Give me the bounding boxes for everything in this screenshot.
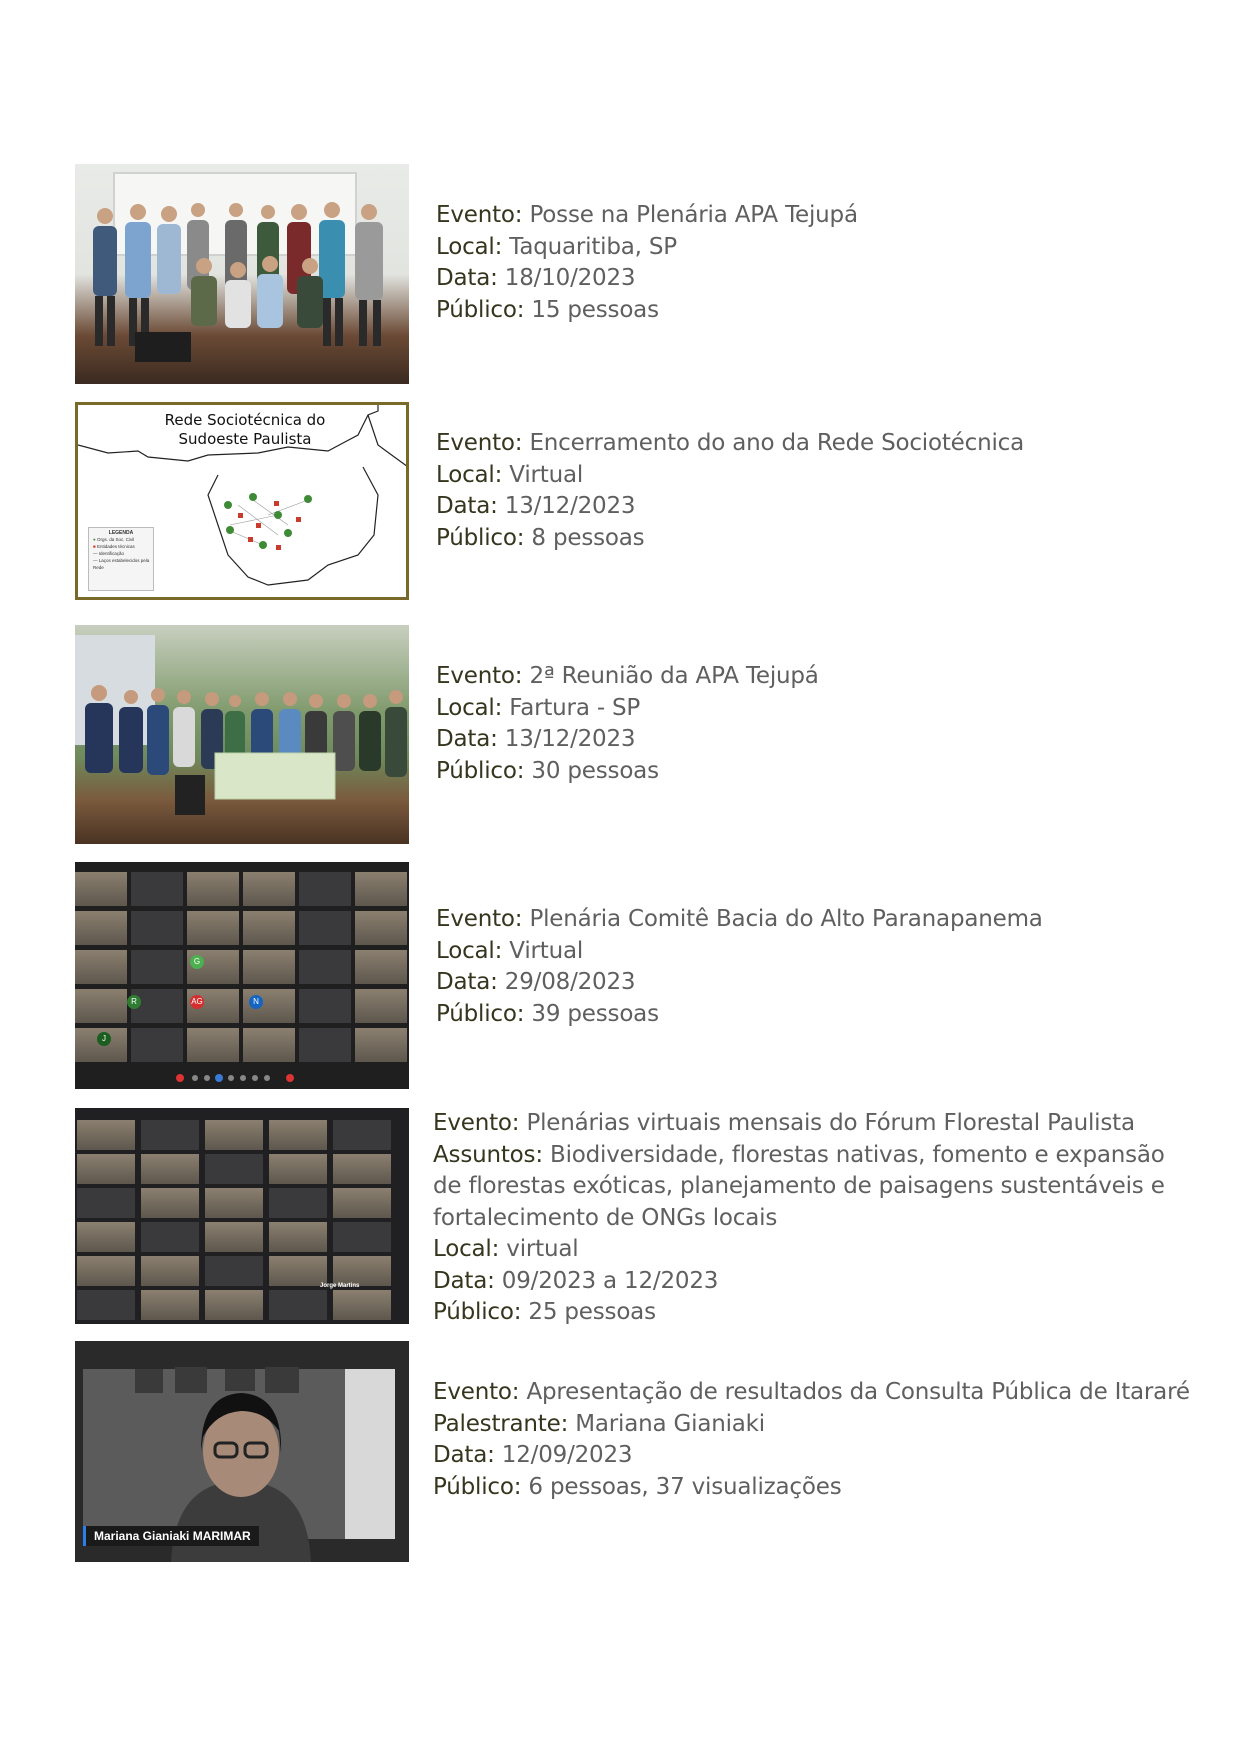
map-title: Rede Sociotécnica do Sudoeste Paulista [164,411,326,448]
video-tile [355,989,407,1023]
video-call-grid-icon [75,862,409,1089]
avatar: G [190,955,204,969]
video-tile [131,872,183,906]
call-controls [175,1070,295,1080]
video-tile [205,1256,263,1286]
video-tile [243,1028,295,1062]
people-group-icon [75,164,409,384]
video-tile [243,950,295,984]
group-photo-icon [75,164,409,384]
event-line: Público: 8 pessoas [436,524,645,551]
video-tile [187,872,239,906]
video-tile [269,1188,327,1218]
video-tile [355,950,407,984]
network-map-icon [75,402,409,600]
event-line: Local: Fartura - SP [436,694,641,721]
video-tile [77,1222,135,1252]
video-tile [131,950,183,984]
video-tile [141,1256,199,1286]
video-tile [333,1222,391,1252]
video-tile [77,1188,135,1218]
avatar: AG [190,995,204,1009]
video-tile [299,1028,351,1062]
video-tile [333,1290,391,1320]
event-line: Data: 09/2023 a 12/2023 [433,1267,719,1294]
video-tile [333,1256,391,1286]
event-line: Evento: Plenária Comitê Bacia do Alto Paranapanema [436,906,1043,932]
avatar: N [249,995,263,1009]
video-tile [141,1120,199,1150]
event-info-4 [436,904,1043,1030]
tile-label: Jorge Martins [320,1283,360,1289]
event-line: Evento: Plenárias virtuais mensais do Fórum Florestal Paulista [433,1110,1135,1136]
event-info-3 [436,661,819,787]
event-line: Local: Virtual [436,461,584,488]
people-group-icon [75,625,409,844]
video-tile [299,872,351,906]
video-tile [77,1154,135,1184]
event-line: Público: 6 pessoas, 37 visualizações [433,1473,842,1500]
event-line: Data: 18/10/2023 [436,265,636,291]
map-legend: LEGENDA ● Orgs. da Soc. Civil ■ Entidades técnicas — Identificação — Laços estabelecidos pela Rede [88,527,154,591]
event-info-2 [436,428,1024,554]
video-tile [205,1154,263,1184]
video-tile [243,872,295,906]
video-tile [77,1120,135,1150]
video-tile [269,1120,327,1150]
avatar: J [97,1032,111,1046]
avatar: R [127,995,141,1009]
video-tile [141,1290,199,1320]
event-line: Data: 29/08/2023 [436,969,636,995]
event-line: Data: 13/12/2023 [436,726,636,752]
video-tile [355,872,407,906]
video-tile [141,1222,199,1252]
video-tile [299,989,351,1023]
video-tile [77,1290,135,1320]
video-tile [75,872,127,906]
event-line: fortalecimento de ONGs locais [433,1204,778,1231]
event-line: Público: 25 pessoas [433,1299,656,1325]
video-tile [75,950,127,984]
video-tile [75,989,127,1023]
video-tile [131,911,183,945]
video-tile [269,1290,327,1320]
video-tile [141,1154,199,1184]
event-line: Público: 39 pessoas [436,1000,659,1027]
video-tile [269,1154,327,1184]
video-tile [333,1120,391,1150]
speaker-name-tag: Mariana Gianiaki MARIMAR [83,1526,259,1546]
video-tile [205,1222,263,1252]
video-tile [333,1188,391,1218]
legend-item: ■ Entidades técnicas [93,544,135,549]
video-tile [205,1290,263,1320]
event-line: Evento: Apresentação de resultados da Consulta Pública de Itararé [433,1379,1190,1405]
event-line: Evento: Encerramento do ano da Rede Sociotécnica [436,430,1024,456]
video-tile [187,1028,239,1062]
video-tile [333,1154,391,1184]
video-tile [141,1188,199,1218]
video-tile [269,1222,327,1252]
video-tile [269,1256,327,1286]
event-line: Evento: 2ª Reunião da APA Tejupá [436,663,819,689]
event-line: de florestas exóticas, planejamento de paisagens sustentáveis e [433,1173,1165,1199]
video-tile [355,911,407,945]
video-tile [75,911,127,945]
webcam-speaker-icon [75,1341,409,1562]
legend-item: ● Orgs. da Soc. Civil [93,537,135,542]
event-line: Local: Taquaritiba, SP [436,233,677,260]
video-tile [355,1028,407,1062]
event-line: Assuntos: Biodiversidade, florestas nativas, fomento e expansão [433,1141,1165,1168]
event-line: Local: virtual [433,1236,579,1262]
event-line: Público: 15 pessoas [436,296,659,323]
event-info-5 [433,1108,1165,1329]
video-tile [243,911,295,945]
event-line: Palestrante: Mariana Gianiaki [433,1410,765,1437]
video-call-grid-icon [75,1108,409,1324]
video-tile [187,911,239,945]
event-info-1 [436,200,858,326]
video-tile [205,1188,263,1218]
event-line: Data: 13/12/2023 [436,493,636,519]
video-tile [299,950,351,984]
event-line: Evento: Posse na Plenária APA Tejupá [436,202,858,228]
video-tile [77,1256,135,1286]
group-photo-icon [75,625,409,844]
video-tile [299,911,351,945]
video-tile [131,1028,183,1062]
event-line: Local: Virtual [436,937,584,964]
legend-item: — Laços estabelecidos pela Rede [93,558,150,570]
event-line: Público: 30 pessoas [436,757,659,784]
event-line: Data: 12/09/2023 [433,1442,633,1468]
event-info-6 [433,1377,1190,1503]
video-tile [205,1120,263,1150]
legend-item: — Identificação [93,551,125,556]
